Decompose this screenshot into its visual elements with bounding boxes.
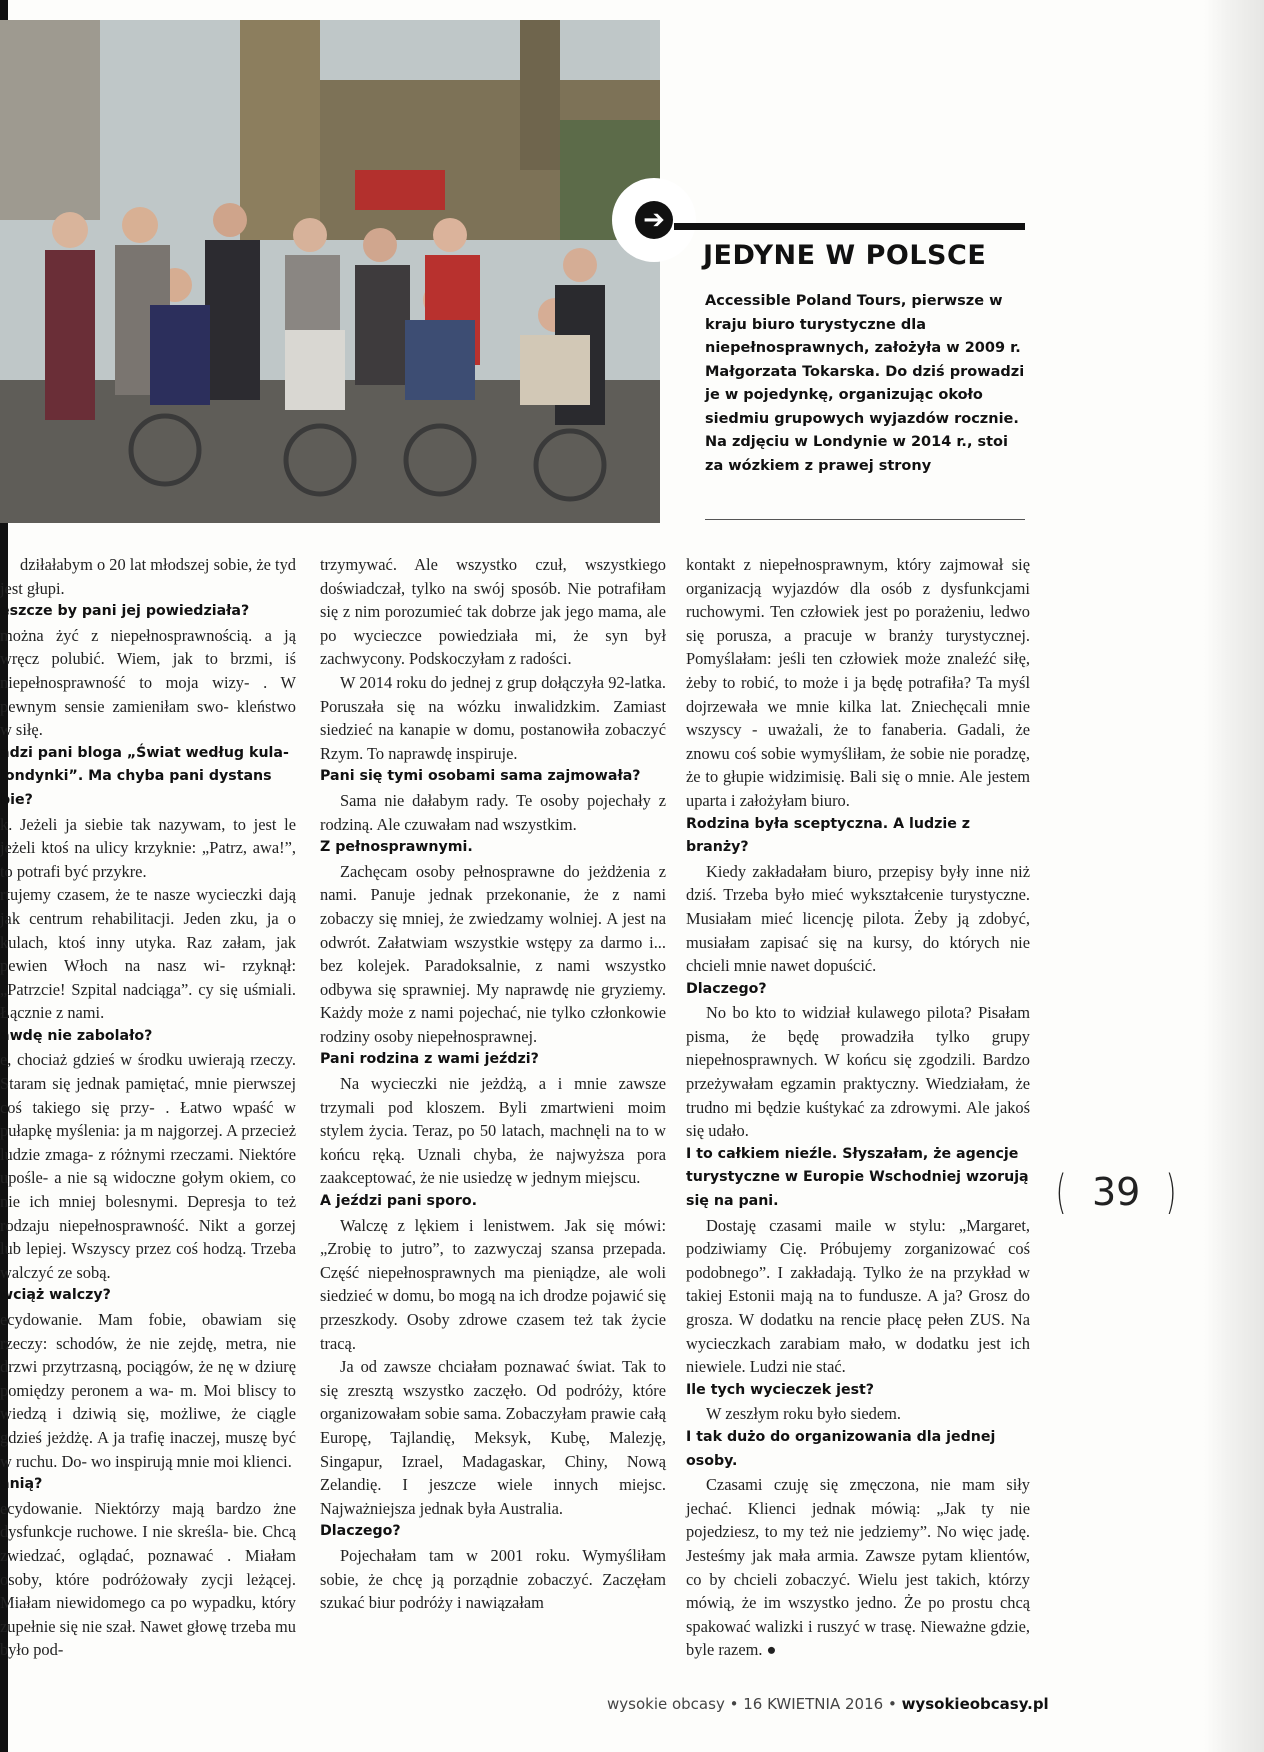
paragraph: ecydowanie. Mam fobie, obawiam się rzeczy: schodów, że nie zejdę, metra, nie drzwi przytrzasną, pociągów, że nę w dziurę pomiędzy peronem a wa- m. Moi bliscy to wiedzą i dziwią się, możliwe, że ciągle gdzieś jeżdżę. A ja trafię inaczej, muszę być w ruchu. Do- wo inspirują mnie moi klienci. <box>0 1310 296 1471</box>
sidebar-divider <box>705 519 1025 520</box>
paragraph: rtujemy czasem, że te nasze wycieczki dają jak centrum rehabilitacji. Jeden zku, ja o kulach, ktoś inny utyka. Raz załam, jak pewien Włoch na nasz wi- rzyknął: „Patrzcie! Szpital nadciąga”. cy się uśmiali. Łącznie z nami. <box>0 885 296 1023</box>
paragraph: k. Jeżeli ja siebie tak nazywam, to jest le jeżeli ktoś na ulicy krzyknie: „Patrz, awa!”, to potrafi być przykre. <box>0 814 296 881</box>
footer-separator: • <box>729 1695 739 1713</box>
interview-question: Ile tych wycieczek jest? <box>686 1381 875 1398</box>
paragraph: kontakt z niepełnosprawnym, który zajmował się organizacją wyjazdów dla osób z dysfunkcjami ruchowymi. Ten człowiek jest po porażeniu, ledwo się porusza, a pracuje w branży turystycznej. Pomyślałam: jeśli ten człowiek może znaleźć siłę, żeby to robić, to może i ja będę potrafiła? Ta myśl dojrzewała we mnie kilka lat. Zniechęcali mnie wszyscy - uważali, że to fanaberia. Gadali, że znowu coś sobie wymyśliłam, że sobie nie poradzę, że to głupie widzimisię. Bali się o mnie. Ale jestem uparta i założyłam biuro. <box>686 555 1030 810</box>
page-number <box>1052 1165 1180 1219</box>
arrow-badge <box>612 178 696 262</box>
page-number-value: 39 <box>1091 1170 1141 1214</box>
paragraph: Zachęcam osoby pełnosprawne do jeżdżenia z nami. Panuje jednak przekonanie, że z nami zobaczy się mniej, że zwiedzamy wolniej. A jest na odwrót. Załatwiam wszystkie wstępy za darmo i... bez kolejek. Paradoksalnie, z nami wszystko odbywa się sprawniej. My naprawdę nie gryziemy. Każdy może z nami pojechać, nie tylko członkowie rodziny osoby niepełnosprawnej. <box>320 861 666 1046</box>
paragraph: Walczę z lękiem i lenistwem. Jak się mówi: „Zrobię to jutro”, to zazwyczaj szansa przepada. Część niepełnosprawnych ma pieniądze, ale woli siedzieć w domu, bo mogą na ich drodze pojawić się przeszkody. Osoby zdrowe czasem też tak życie tracą. <box>320 1215 666 1353</box>
interview-question: A jeździ pani sporo. <box>320 1193 477 1210</box>
interview-question: eszcze by pani jej powiedziała? <box>0 603 250 620</box>
interview-question: I to całkiem nieźle. Słyszałam, że agencje turystyczne w Europie Wschodniej wzorują się na pani. <box>686 1145 1029 1210</box>
paragraph: Ja od zawsze chciałam poznawać świat. Tak to się zresztą wszystko zaczęło. Od podróży, które organizowałam sobie sama. Zobaczyłam prawie całą Europę, Tajlandię, Meksyk, Kubę, Malezję, Singapur, Izrael, Madagaskar, Chiny, Nową Zelandię. I jeszcze wiele innych miejsc. Najważniejsza jednak była Australia. <box>320 1357 666 1518</box>
paragraph: Dostaję czasami maile w stylu: „Margaret, podziwiamy Cię. Próbujemy zorganizować coś podobnego”. I zakładają. Tylko że na przykład w takiej Estonii mają na to fundusze. A ja? Grosz do grosza. W dodatku na rencie płacę pełen ZUS. Na wycieczkach zarabiam mało, w dodatku jest ich niewiele. Ludzi nie stać. <box>686 1215 1030 1377</box>
paragraph: Na wycieczki nie jeżdżą, a i mnie zawsze trzymali pod kloszem. Byli zmartwieni moim stylem życia. Teraz, po 50 latach, machnęli na to w końcu ręką. Uznali chyba, że najwyższa pora zaakceptować, że nie usiedzę w jednym miejscu. <box>320 1074 666 1188</box>
group-photo-london <box>0 20 660 523</box>
text-column-1 <box>0 553 296 1662</box>
paragraph: dziłałabym o 20 lat młodszej sobie, że tyd jest głupi. <box>0 555 296 598</box>
footer-separator: • <box>887 1695 897 1713</box>
sidebar-rule <box>674 223 1025 230</box>
footer-date: 16 KWIETNIA 2016 <box>743 1695 884 1713</box>
paragraph: e, chociaż gdzieś w środku uwierają rzeczy. Staram się jednak pamiętać, mnie pierwszej coś takiego się przy- . Łatwo wpaść w pułapkę myślenia: ja m najgorzej. A przecież ludzie zmaga- z różnymi rzeczami. Niektóre upośle- a nie są widoczne gołym okiem, co nie ich mniej bolesnymi. Depresja to też rodzaju niepełnosprawność. Nikt a gorzej lub lepiej. Wszyscy przez coś hodzą. Trzeba walczyć ze sobą. <box>0 1050 296 1282</box>
interview-question: Pani się tymi osobami sama zajmowała? <box>320 768 641 785</box>
interview-question: I tak dużo do organizowania dla jednej osoby. <box>686 1428 996 1469</box>
paragraph: Sama nie dałabym rady. Te osoby pojechały z rodziną. Ale czuwałam nad wszystkim. <box>320 790 666 834</box>
paragraph: W zeszłym roku było siedem. <box>706 1404 901 1424</box>
page-shadow <box>1204 0 1264 1752</box>
paragraph: trzymywać. Ale wszystko czuł, wszystkiego doświadczał, tylko na swój sposób. Nie potrafiłam się z nim porozumieć tak dobrze jak jego mama, ale po wycieczce powiedziała mi, że syn był zachwycony. Podskoczyłam z radości. <box>320 555 666 669</box>
sidebar-caption: Accessible Poland Tours, pierwsze w kraju biuro turystyczne dla niepełnosprawnych, założyła w 2009 r. Małgorzata Tokarska. Do dziś prowadzi je w pojedynkę, organizując około siedmiu grupowych wyjazdów rocznie. Na zdjęciu w Londynie w 2014 r., stoi za wózkiem z prawej strony <box>705 293 1025 474</box>
interview-question: Rodzina była sceptyczna. A ludzie z branży? <box>686 815 971 856</box>
arrow-right-icon: ➔ <box>635 201 673 239</box>
footer-site: wysokieobcasy.pl <box>901 1695 1049 1713</box>
paragraph: Pojechałam tam w 2001 roku. Wymyśliłam sobie, że chcę ją porządnie zobaczyć. Zaczęłam szukać biur podróży i nawiązałam <box>320 1545 666 1613</box>
interview-question: awdę nie zabolało? <box>0 1027 153 1044</box>
paragraph: No bo kto to widział kulawego pilota? Pisałam pisma, że będę prowadziła tylko grupy niepełnosprawnych. W końcu się zgodzili. Bardzo przeżywałam egzamin praktyczny. Wiedziałam, że trudno mi będzie kuśtykać za zdrowymi. Ale jakoś się udało. <box>686 1003 1030 1141</box>
text-column-3 <box>686 553 1030 1662</box>
paragraph: można żyć z niepełnosprawnością. a ją wręcz polubić. Wiem, jak to brzmi, iś niepełnosprawność to moja wizy- . W pewnym sensie zamieniłam swo- kleństwo w siłę. <box>0 625 296 740</box>
interview-question: wciąż walczy? <box>0 1287 111 1304</box>
interview-question: anią? <box>0 1476 43 1493</box>
paragraph: Czasami czuję się zmęczona, nie mam siły jechać. Klienci jednak mówią: „Jak ty nie pojedziesz, to my też nie jedziemy”. No więc jadę. Jesteśmy jak mała armia. Zawsze pytam klientów, co by chcieli zobaczyć. Wielu jest takich, którzy mówią, że im wszystko jedno. Że po prostu chcą spakować walizki i ruszyć w trasę. Nieważne gdzie, byle razem. ● <box>686 1475 1030 1660</box>
paragraph: W 2014 roku do jednej z grup dołączyła 92-latka. Poruszała się na wózku inwalidzkim. Zamiast siedzieć na kanapie w domu, postanowiła zobaczyć Rzym. To naprawdę inspiruje. <box>320 672 666 763</box>
sidebar-title: JEDYNE W POLSCE <box>703 240 987 271</box>
page-footer <box>607 1695 1049 1713</box>
interview-question: Pani rodzina z wami jeździ? <box>320 1051 539 1068</box>
interview-question: Dlaczego? <box>686 980 767 997</box>
paragraph: Kiedy zakładałam biuro, przepisy były inne niż dziś. Trzeba było mieć wykształcenie turystyczne. Musiałam mieć licencję pilota. Żeby ją zdobyć, musiałam zapisać się na kursy, do których nie chcieli mnie nawet dopuścić. <box>686 861 1030 976</box>
interview-question: Z pełnosprawnymi. <box>320 839 473 856</box>
paragraph: ecydowanie. Niektórzy mają bardzo żne dysfunkcje ruchowe. I nie skreśla- bie. Chcą zwiedzać, oglądać, poznawać . Miałam osoby, które podróżowały zycji leżącej. Miałam niewidomego ca po wypadku, który zupełnie się nie szał. Nawet głowę trzeba mu było pod- <box>0 1498 296 1660</box>
text-column-2 <box>320 553 666 1615</box>
bracket-right-icon: ) <box>1165 1165 1177 1219</box>
interview-question: adzi pani bloga „Świat według kula- londynki”. Ma chyba pani dystans bie? <box>0 744 289 808</box>
footer-publication: wysokie obcasy <box>607 1695 725 1713</box>
interview-question: Dlaczego? <box>320 1523 401 1540</box>
bracket-left-icon: ( <box>1055 1165 1067 1219</box>
